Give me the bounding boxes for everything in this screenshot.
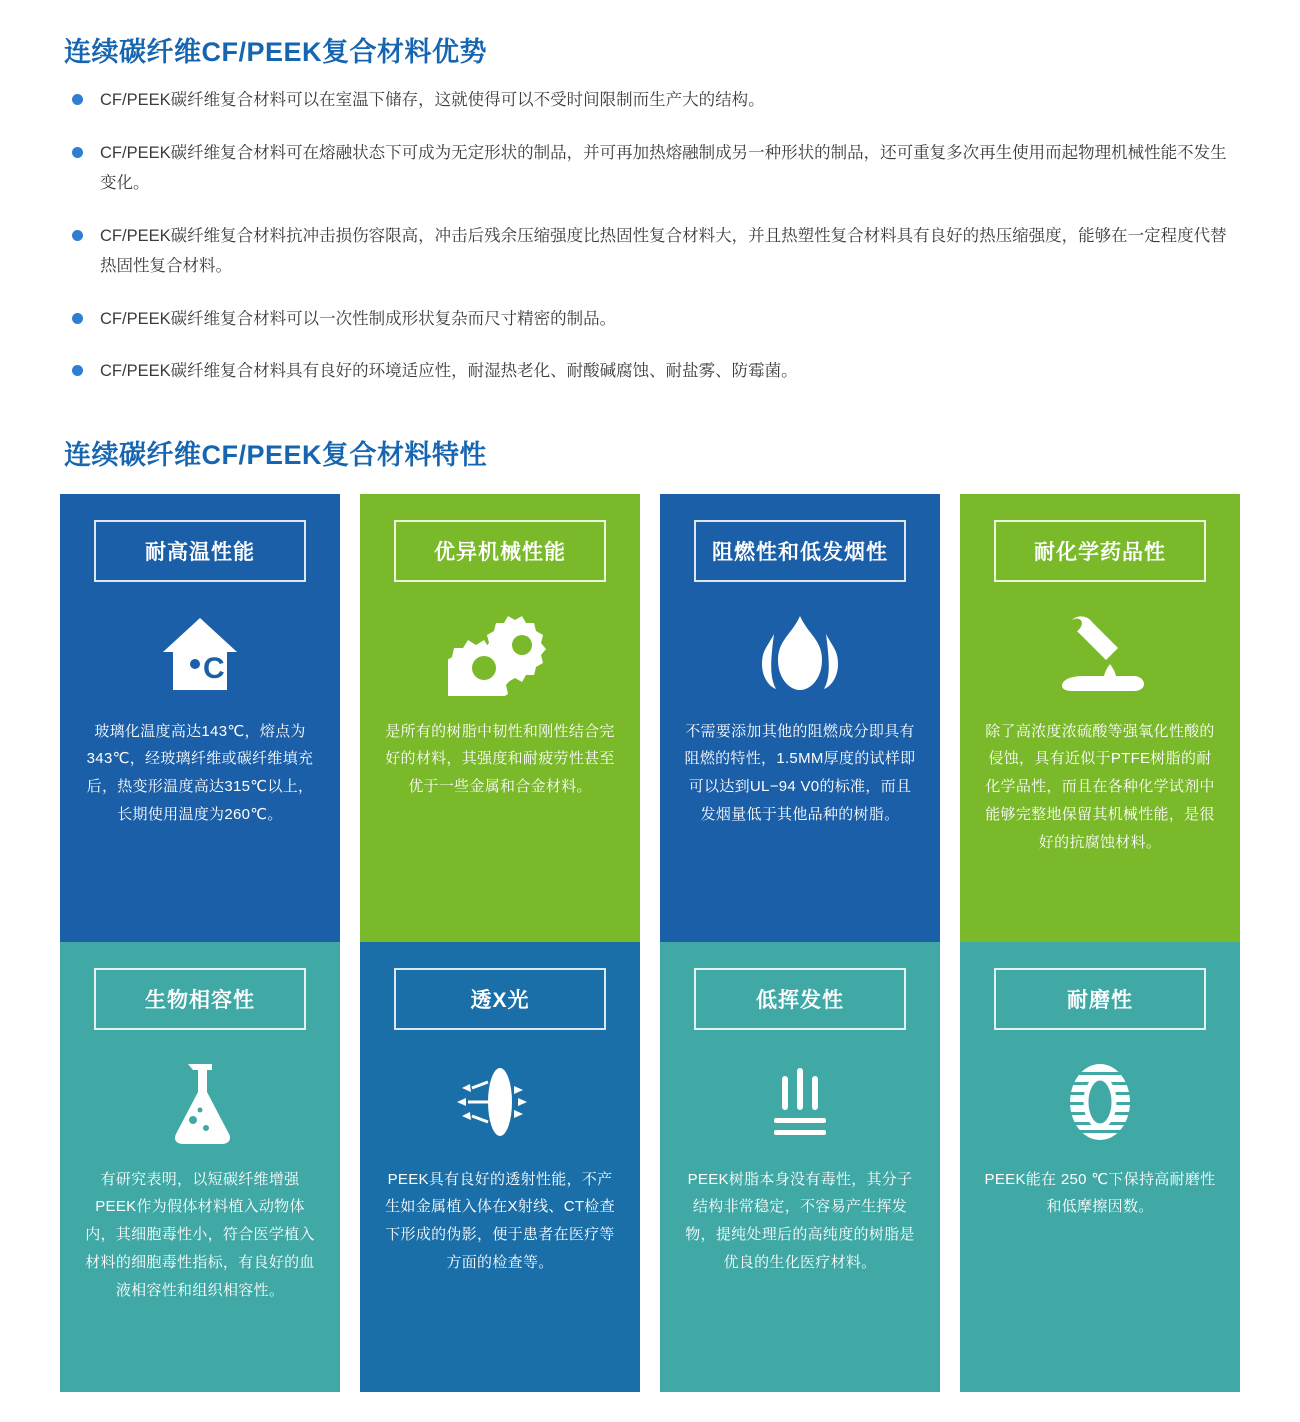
feature-card-desc: 不需要添加其他的阻燃成分即具有阻燃的特性，1.5MM厚度的试样即可以达到UL−94 V0的标准，而且发烟量低于其他品种的树脂。 (684, 722, 916, 823)
list-item-text: CF/PEEK碳纤维复合材料可以一次性制成形状复杂而尺寸精密的制品。 (100, 309, 617, 328)
svg-text:C: C (203, 651, 225, 685)
bullet-dot-icon (72, 313, 83, 324)
feature-card-desc: 有研究表明，以短碳纤维增强PEEK作为假体材料植入动物体内，其细胞毒性小，符合医学植入材料的细胞毒性指标，有良好的血液相容性和组织相容性。 (85, 1170, 315, 1299)
advantages-heading: 连续碳纤维CF/PEEK复合材料优势 (64, 37, 488, 67)
feature-card-desc: 是所有的树脂中韧性和刚性结合完好的材料，其强度和耐疲劳性甚至优于一些金属和合金材料。 (385, 722, 615, 796)
flask-icon (158, 1056, 242, 1148)
feature-card-low-volatility (660, 942, 940, 1392)
advantages-list (66, 85, 1240, 387)
feature-card-wear-resistance (960, 942, 1240, 1392)
feature-card-desc: 除了高浓度浓硫酸等强氧化性酸的侵蚀，具有近似于PTFE树脂的耐化学品性，而且在各种化学试剂中能够完整地保留其机械性能，是很好的抗腐蚀材料。 (985, 722, 1215, 851)
feature-card-title: 阻燃性和低发烟性 (694, 520, 906, 582)
flame-icon (748, 608, 852, 700)
bullet-dot-icon (72, 365, 83, 376)
list-item-text: CF/PEEK碳纤维复合材料抗冲击损伤容限高，冲击后残余压缩强度比热固性复合材料大，并且热塑性复合材料具有良好的热压缩强度，能够在一定程度代替热固性复合材料。 (100, 226, 1227, 276)
lens-xray-icon (448, 1056, 552, 1148)
list-item-text: CF/PEEK碳纤维复合材料可在熔融状态下可成为无定形状的制品，并可再加热熔融制成另一种形状的制品，还可重复多次再生使用而起物理机械性能不发生变化。 (100, 143, 1227, 193)
feature-card-heat-resistance (60, 494, 340, 942)
feature-card-title: 低挥发性 (694, 968, 906, 1030)
feature-card-desc: PEEK具有良好的透射性能，不产生如金属植入体在X射线、CT检查下形成的伪影，便于患者在医疗等方面的检查等。 (385, 1170, 615, 1271)
feature-card-title: 耐高温性能 (94, 520, 306, 582)
list-item (66, 304, 1240, 335)
feature-card-biocompatibility (60, 942, 340, 1392)
list-item (66, 85, 1240, 116)
volatility-icon (748, 1056, 852, 1148)
feature-card-desc: PEEK能在 250 ℃下保持高耐磨性和低摩擦因数。 (984, 1170, 1216, 1216)
list-item-text: CF/PEEK碳纤维复合材料具有良好的环境适应性，耐湿热老化、耐酸碱腐蚀、耐盐雾、防霉菌。 (100, 362, 798, 381)
feature-card-title: 优异机械性能 (394, 520, 606, 582)
list-item-text: CF/PEEK碳纤维复合材料可以在室温下储存，这就使得可以不受时间限制而生产大的结构。 (100, 91, 765, 109)
thermometer-house-icon (157, 608, 243, 700)
list-item (66, 221, 1240, 282)
feature-card-flame-retardant (660, 494, 940, 942)
list-item (66, 356, 1240, 387)
bullet-dot-icon (72, 230, 83, 241)
features-grid (60, 494, 1240, 1392)
feature-card-xray-transparency (360, 942, 640, 1392)
feature-card-desc: 玻璃化温度高达143℃，熔点为343℃，经玻璃纤维或碳纤维填充后，热变形温度高达315℃以上，长期使用温度为260℃。 (86, 722, 314, 823)
feature-card-title: 耐化学药品性 (994, 520, 1206, 582)
tire-icon (1050, 1056, 1150, 1148)
bullet-dot-icon (72, 94, 83, 105)
features-heading: 连续碳纤维CF/PEEK复合材料特性 (64, 439, 488, 470)
bullet-dot-icon (72, 147, 83, 158)
list-item (66, 138, 1240, 199)
feature-card-title: 生物相容性 (94, 968, 306, 1030)
chemical-drop-icon (1048, 608, 1152, 700)
feature-card-title: 耐磨性 (994, 968, 1206, 1030)
feature-card-mechanical (360, 494, 640, 942)
gears-icon (448, 608, 552, 700)
feature-card-chemical-resistance (960, 494, 1240, 942)
feature-card-title: 透X光 (394, 968, 606, 1030)
feature-card-desc: PEEK树脂本身没有毒性，其分子结构非常稳定，不容易产生挥发物，提纯处理后的高纯度的树脂是优良的生化医疗材料。 (685, 1170, 915, 1271)
